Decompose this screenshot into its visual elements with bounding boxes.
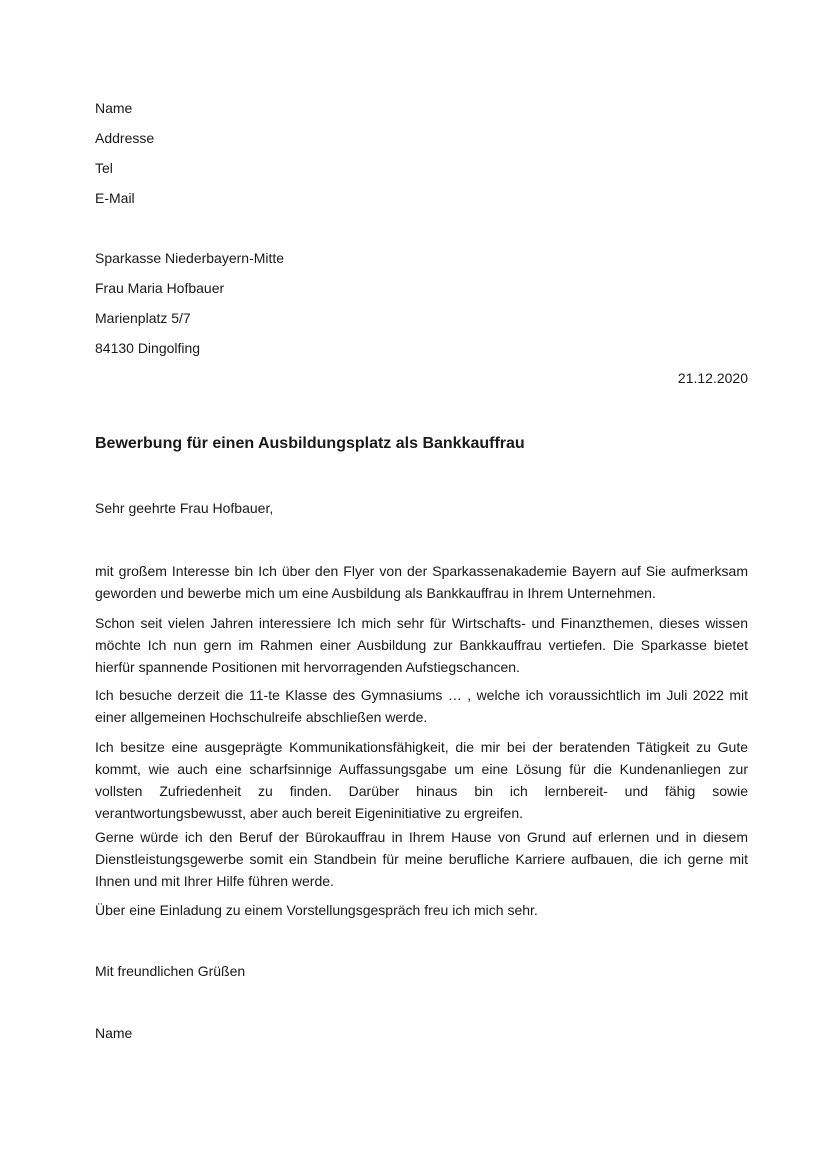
recipient-city: 84130 Dingolfing <box>95 340 201 356</box>
recipient-person: Frau Maria Hofbauer <box>95 280 225 296</box>
paragraph-4: Ich besitze eine ausgeprägte Kommunikationsfähigkeit, die mir bei der beratenden Tätigkeit zu Gute kommt, wie auch eine scharfsinnige Auffassungsgabe um eine Lösung für die Kundenanliegen zur vollsten Zufriedenheit zu finden. Darüber hinaus bin ich lernbereit- und fähig sowie verantwortungsbewusst, aber auch bereit Eigeninitiative zu ergreifen. <box>95 739 748 821</box>
salutation: Sehr geehrte Frau Hofbauer, <box>95 500 274 516</box>
sender-email: E-Mail <box>95 190 135 206</box>
recipient-street: Marienplatz 5/7 <box>95 310 191 326</box>
letter-date: 21.12.2020 <box>677 370 748 386</box>
sender-name: Name <box>95 100 133 116</box>
paragraph-2: Schon seit vielen Jahren interessiere Ich mich sehr für Wirtschafts- und Finanzthemen, dieses wissen möchte Ich nun gern im Rahmen einer Ausbildung zur Bankkauffrau vertiefen. Die Sparkasse bietet hierfür spannende Positionen mit hervorragenden Aufstiegschancen. <box>95 615 748 675</box>
paragraph-3: Ich besuche derzeit die 11-te Klasse des Gymnasiums … , welche ich voraussichtlich im Juli 2022 mit einer allgemeinen Hochschulreife abschließen werde. <box>95 687 748 725</box>
letter-subject: Bewerbung für einen Ausbildungsplatz als Bankkauffrau <box>95 435 525 452</box>
paragraph-6: Über eine Einladung zu einem Vorstellungsgespräch freu ich mich sehr. <box>95 902 538 918</box>
signature-name: Name <box>95 1025 133 1041</box>
closing: Mit freundlichen Grüßen <box>95 963 246 979</box>
sender-tel: Tel <box>95 160 113 176</box>
recipient-company: Sparkasse Niederbayern-Mitte <box>95 250 285 266</box>
paragraph-5: Gerne würde ich den Beruf der Bürokauffrau in Ihrem Hause von Grund auf erlernen und in diesem Dienstleistungsgewerbe somit ein Standbein für meine berufliche Karriere aufbauen, die ich gerne mit Ihnen und mit Ihrer Hilfe führen werde. <box>95 829 748 889</box>
sender-address: Addresse <box>95 130 155 146</box>
paragraph-1: mit großem Interesse bin Ich über den Flyer von der Sparkassenakademie Bayern auf Sie aufmerksam geworden und bewerbe mich um eine Ausbildung als Bankkauffrau in Ihrem Unternehmen. <box>95 563 748 601</box>
